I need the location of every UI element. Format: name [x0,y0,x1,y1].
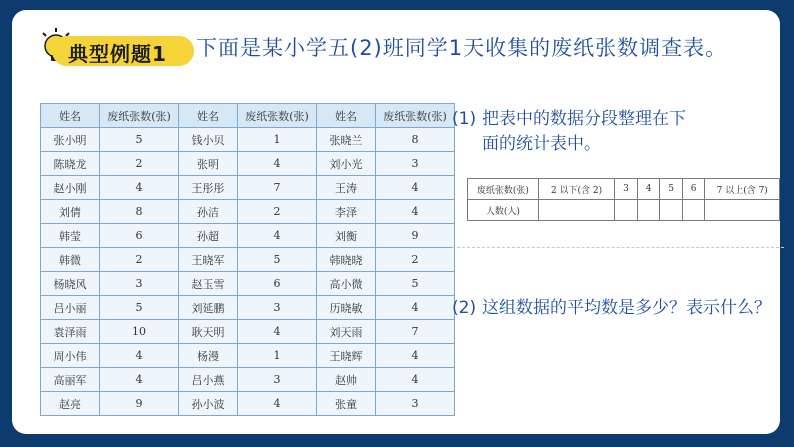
survey-table-body [41,128,455,416]
paper-count-cell: 6 [238,272,317,296]
paper-count-cell: 3 [376,152,455,176]
paper-count-cell: 2 [238,200,317,224]
student-name-cell: 韩晓晓 [317,248,376,272]
table-row [41,392,455,416]
student-name-cell: 高丽军 [41,368,100,392]
stat-header-cell: 5 [660,179,683,200]
paper-count-cell: 4 [238,320,317,344]
student-name-cell: 王彤彤 [179,176,238,200]
survey-header-cell: 废纸张数(张) [376,104,455,128]
student-name-cell: 李泽 [317,200,376,224]
paper-count-cell: 1 [238,128,317,152]
paper-count-cell: 4 [238,152,317,176]
question-1-text: 把表中的数据分段整理在下面的统计表中。 [482,109,686,154]
table-row [41,368,455,392]
table-row [41,176,455,200]
survey-header-cell: 废纸张数(张) [100,104,179,128]
student-name-cell: 刘倩 [41,200,100,224]
question-1-number: (1) [452,109,477,129]
example-badge-label: 典型例题1 [68,42,167,66]
paper-count-cell: 8 [100,200,179,224]
paper-count-cell: 8 [376,128,455,152]
stat-table-container [467,178,780,221]
paper-count-cell: 1 [238,344,317,368]
student-name-cell: 周小伟 [41,344,100,368]
student-name-cell: 刘天雨 [317,320,376,344]
student-name-cell: 王涛 [317,176,376,200]
student-name-cell: 赵玉雪 [179,272,238,296]
table-row [41,344,455,368]
student-name-cell: 刘延鹏 [179,296,238,320]
survey-header-cell: 姓名 [41,104,100,128]
table-row [41,248,455,272]
student-name-cell: 孙超 [179,224,238,248]
paper-count-cell: 5 [100,128,179,152]
stat-header-cell: 3 [615,179,638,200]
paper-count-cell: 4 [376,344,455,368]
table-row [41,272,455,296]
paper-count-cell: 10 [100,320,179,344]
survey-table-container [40,103,455,416]
problem-title: 下面是某小学五(2)班同学1天收集的废纸张数调查表。 [196,36,728,60]
student-name-cell: 杨晓风 [41,272,100,296]
stat-count-blank-cell[interactable] [538,200,614,221]
question-2 [452,296,782,321]
student-name-cell: 耿天明 [179,320,238,344]
paper-count-cell: 3 [238,368,317,392]
student-name-cell: 孙洁 [179,200,238,224]
paper-count-cell: 3 [238,296,317,320]
paper-count-cell: 7 [376,320,455,344]
stat-header-cell: 废纸张数(张) [468,179,539,200]
paper-count-cell: 4 [376,176,455,200]
student-name-cell: 刘小光 [317,152,376,176]
student-name-cell: 王晓军 [179,248,238,272]
table-row [41,152,455,176]
paper-count-cell: 5 [100,296,179,320]
student-name-cell: 张明 [179,152,238,176]
student-name-cell: 赵帅 [317,368,376,392]
paper-count-cell: 4 [376,200,455,224]
paper-count-cell: 9 [100,392,179,416]
table-row [41,320,455,344]
stat-count-label: 人数(人) [468,200,539,221]
student-name-cell: 袁泽雨 [41,320,100,344]
student-name-cell: 钱小贝 [179,128,238,152]
slide-card [12,10,780,434]
table-row [41,200,455,224]
paper-count-cell: 4 [376,368,455,392]
stat-table-header-row [468,179,780,200]
stat-header-cell: 4 [637,179,660,200]
paper-count-cell: 4 [100,368,179,392]
stat-header-cell: 7 以上(含 7) [705,179,780,200]
student-name-cell: 韩微 [41,248,100,272]
paper-count-cell: 4 [100,176,179,200]
student-name-cell: 吕小燕 [179,368,238,392]
stat-count-blank-cell[interactable] [660,200,683,221]
table-row [41,128,455,152]
paper-count-cell: 2 [376,248,455,272]
student-name-cell: 赵亮 [41,392,100,416]
stat-count-blank-cell[interactable] [615,200,638,221]
question-2-number: (2) [452,298,477,318]
paper-count-cell: 6 [100,224,179,248]
student-name-cell: 王晓辉 [317,344,376,368]
stat-header-cell: 2 以下(含 2) [538,179,614,200]
student-name-cell: 张童 [317,392,376,416]
stat-table-count-row [468,200,780,221]
survey-table [40,103,455,416]
paper-count-cell: 2 [100,152,179,176]
table-row [41,224,455,248]
paper-count-cell: 7 [238,176,317,200]
student-name-cell: 刘衡 [317,224,376,248]
paper-count-cell: 4 [238,224,317,248]
stat-count-blank-cell[interactable] [682,200,705,221]
stat-table [467,178,780,221]
survey-table-header-row [41,104,455,128]
student-name-cell: 杨漫 [179,344,238,368]
paper-count-cell: 3 [376,392,455,416]
survey-header-cell: 废纸张数(张) [238,104,317,128]
paper-count-cell: 5 [376,272,455,296]
survey-header-cell: 姓名 [317,104,376,128]
paper-count-cell: 5 [238,248,317,272]
student-name-cell: 赵小刚 [41,176,100,200]
student-name-cell: 高小微 [317,272,376,296]
table-row [41,296,455,320]
student-name-cell: 韩莹 [41,224,100,248]
stat-header-cell: 6 [682,179,705,200]
paper-count-cell: 2 [100,248,179,272]
question-1 [452,107,782,157]
stat-count-blank-cell[interactable] [637,200,660,221]
student-name-cell: 张晓兰 [317,128,376,152]
student-name-cell: 陈晓龙 [41,152,100,176]
paper-count-cell: 9 [376,224,455,248]
student-name-cell: 孙小波 [179,392,238,416]
paper-count-cell: 4 [376,296,455,320]
student-name-cell: 张小明 [41,128,100,152]
paper-count-cell: 4 [100,344,179,368]
student-name-cell: 吕小丽 [41,296,100,320]
stat-count-blank-cell[interactable] [705,200,780,221]
divider [452,247,784,248]
question-2-text: 这组数据的平均数是多少？表示什么？ [482,298,771,318]
survey-header-cell: 姓名 [179,104,238,128]
student-name-cell: 历晓敏 [317,296,376,320]
paper-count-cell: 3 [100,272,179,296]
paper-count-cell: 4 [238,392,317,416]
